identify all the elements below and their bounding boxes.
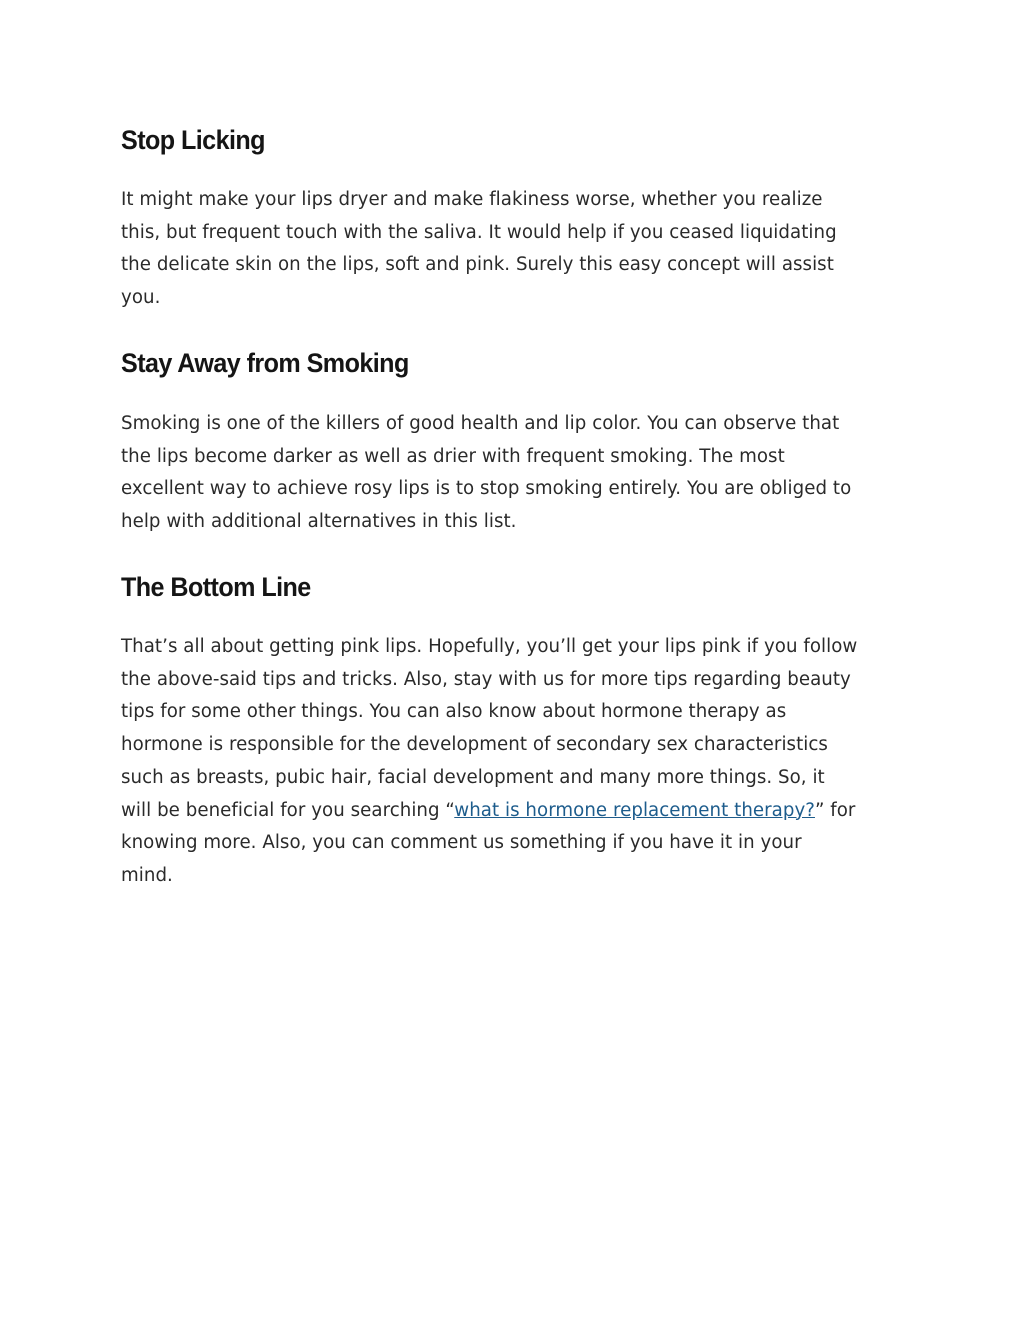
text-line: That’s all about getting pink lips. Hopefully, you’ll get your lips pink if you follow bbox=[121, 636, 858, 657]
text-line: knowing more. Also, you can comment us something if you have it in your bbox=[121, 832, 802, 854]
text-line: such as breasts, pubic hair, facial development and many more things. So, it bbox=[121, 766, 825, 788]
text-line: the above-said tips and tricks. Also, stay with us for more tips regarding beauty bbox=[121, 668, 851, 690]
text-line: tips for some other things. You can also know about hormone therapy as bbox=[121, 701, 787, 723]
paragraph-the-bottom-line bbox=[121, 631, 911, 893]
text-line: this, but frequent touch with the saliva. It would help if you ceased liquidating bbox=[121, 221, 837, 243]
link-suffix-text: ” for bbox=[814, 799, 856, 821]
text-line: the delicate skin on the lips, soft and pink. Surely this easy concept will assist bbox=[121, 254, 834, 276]
text-line: hormone is responsible for the development of secondary sex characteristics bbox=[121, 734, 828, 756]
paragraph-stop-licking bbox=[121, 184, 911, 315]
text-line: you. bbox=[121, 287, 161, 309]
paragraph-stay-away-from-smoking bbox=[121, 408, 911, 539]
heading-stay-away-from-smoking: Stay Away from Smoking bbox=[121, 348, 409, 378]
hormone-replacement-therapy-link[interactable]: what is hormone replacement therapy? bbox=[454, 799, 815, 821]
heading-stop-licking: Stop Licking bbox=[121, 125, 265, 155]
text-line: Smoking is one of the killers of good health and lip color. You can observe that bbox=[121, 413, 840, 434]
text-line: excellent way to achieve rosy lips is to stop smoking entirely. You are obliged to bbox=[121, 478, 852, 500]
link-prefix-text: will be beneficial for you searching “ bbox=[121, 799, 455, 821]
text-line: It might make your lips dryer and make flakiness worse, whether you realize bbox=[121, 189, 823, 210]
heading-the-bottom-line: The Bottom Line bbox=[121, 572, 311, 602]
text-line: the lips become darker as well as drier with frequent smoking. The most bbox=[121, 445, 785, 467]
text-line: mind. bbox=[121, 864, 173, 886]
text-line: help with additional alternatives in this list. bbox=[121, 511, 517, 533]
text-line-with-link bbox=[121, 795, 911, 828]
